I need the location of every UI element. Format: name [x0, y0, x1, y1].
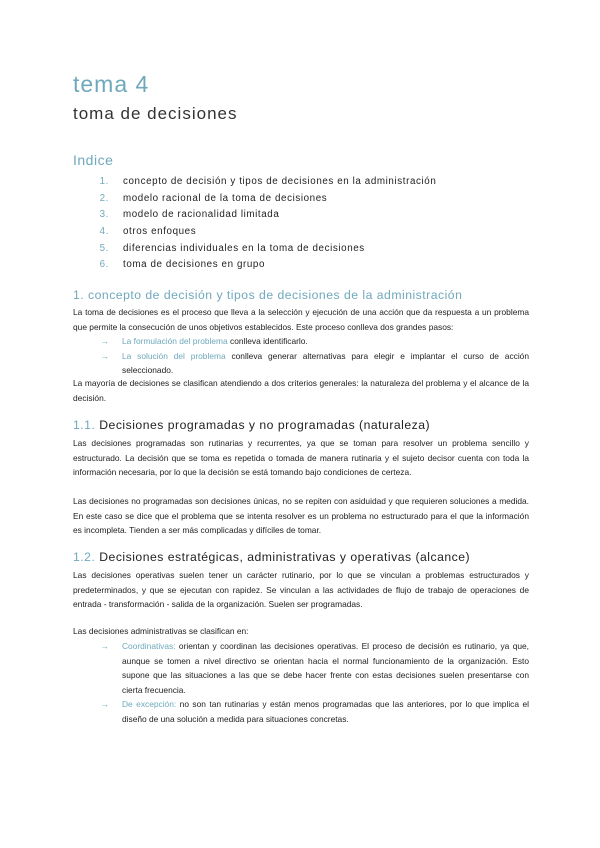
toc-number: 5.: [99, 242, 109, 254]
list-item-body: conlleva generar alternativas para elegir e implantar el curso de acción seleccionado.: [122, 350, 530, 376]
section-1-intro: La toma de decisiones es el proceso que lleva a la selección y ejecución de una acción que da respuesta a un problema que permite la consecución de unos objetivos establecidos. Este proceso conlleva dos grandes pasos:: [73, 307, 529, 332]
arrow-icon: →: [100, 336, 109, 346]
toc-label: toma de decisiones en grupo: [123, 259, 266, 271]
table-of-contents: [73, 173, 533, 273]
toc-label: modelo racional de la toma de decisiones: [123, 192, 328, 204]
toc-item: [73, 223, 533, 240]
section-1-2-heading: [73, 550, 470, 564]
arrow-icon: →: [100, 350, 109, 361]
toc-number: 6.: [99, 259, 109, 271]
section-1-2-heading-text: Decisiones estratégicas, administrativas y operativas (alcance): [99, 550, 471, 564]
toc-item: [73, 206, 533, 223]
section-1-1-paragraph-1: Las decisiones programadas son rutinarias y recurrentes, ya que se toman para resolver un problema sencillo y estructurado. La decisión que se toma es repetida o tomada de manera rutinaria y el sujeto decisor cuenta con toda la información necesaria, por lo que la decisión se está tomando bajo condiciones de certeza.: [73, 438, 529, 478]
toc-number: 1.: [99, 175, 109, 187]
list-item-term: Coordinativas:: [122, 641, 176, 651]
list-item-text: [122, 349, 529, 378]
section-1-closing: La mayoría de decisiones se clasifican atendiendo a dos criterios generales: la naturaleza del problema y el alcance de la decisión.: [73, 378, 529, 403]
list-item: [73, 349, 529, 378]
list-item-body: orientan y coordinan las decisiones operativas. El proceso de decisión es rutinario, ya que, aunque se tomen a nivel directivo se orientan hacia el normal funcionamiento de la organización. Esto supone que las situaciones a las que se debe hacer frente con estas decisiones suelen presentarse con cierta frecuencia.: [122, 641, 529, 695]
list-item: [73, 334, 529, 349]
list-item-body: conlleva identificarlo.: [227, 336, 308, 346]
toc-item: [73, 240, 533, 257]
list-item-term: La formulación del problema: [122, 336, 228, 346]
list-item-text: [122, 697, 529, 726]
section-1-2-number: 1.2.: [73, 550, 96, 564]
toc-item: [73, 256, 533, 273]
section-1-2-paragraph-1: Las decisiones operativas suelen tener un carácter rutinario, por lo que se vinculan a problemas estructurados y predeterminados, y que se ejecutan con rapidez. Se vinculan a las actividades de flujo de trabajo de operaciones de entrada - transformación - salida de la organización. Suelen ser programadas.: [73, 570, 529, 610]
toc-label: concepto de decisión y tipos de decisiones en la administración: [123, 175, 437, 187]
arrow-icon: →: [100, 699, 109, 710]
section-1-bullets: [73, 334, 529, 378]
list-item-text: [122, 334, 529, 349]
list-item: [73, 639, 529, 697]
toc-label: diferencias individuales en la toma de decisiones: [123, 242, 365, 254]
page-subtitle: toma de decisiones: [73, 104, 238, 123]
section-1-1-number: 1.1.: [73, 418, 96, 432]
section-1-1-heading: [73, 418, 430, 432]
index-title: Indice: [73, 152, 114, 168]
section-1-2-bullets: [73, 639, 529, 727]
list-item-body: no son tan rutinarias y están menos programadas que las anteriores, por lo que implica el diseño de una solución a medida para situaciones concretas.: [122, 699, 529, 724]
section-1-1-heading-text: Decisiones programadas y no programadas (naturaleza): [99, 418, 431, 432]
list-item-text: [122, 639, 529, 697]
section-1-1-paragraph-2: Las decisiones no programadas son decisiones únicas, no se repiten con asiduidad y que requieren soluciones a medida. En este caso se dice que el problema que se intenta resolver es un problema no estructurado para el que la información es incompleta. Tienden a ser más complicadas y difíciles de tomar.: [73, 496, 529, 536]
toc-label: modelo de racionalidad limitada: [123, 209, 280, 221]
toc-item: [73, 173, 533, 190]
toc-label: otros enfoques: [123, 225, 197, 237]
list-item-term: La solución del problema: [122, 350, 226, 361]
toc-number: 2.: [99, 192, 109, 204]
list-item-term: De excepción:: [122, 699, 177, 710]
tema-title: tema 4: [73, 71, 150, 97]
section-1-heading-text: 1. concepto de decisión y tipos de decisiones de la administración: [73, 288, 463, 302]
section-1-heading: [73, 288, 462, 302]
toc-number: 4.: [99, 225, 109, 237]
list-item: [73, 697, 529, 726]
toc-item: [73, 190, 533, 207]
section-1-2-paragraph-2: Las decisiones administrativas se clasifican en:: [73, 626, 249, 636]
toc-number: 3.: [99, 209, 109, 221]
arrow-icon: →: [100, 641, 109, 651]
